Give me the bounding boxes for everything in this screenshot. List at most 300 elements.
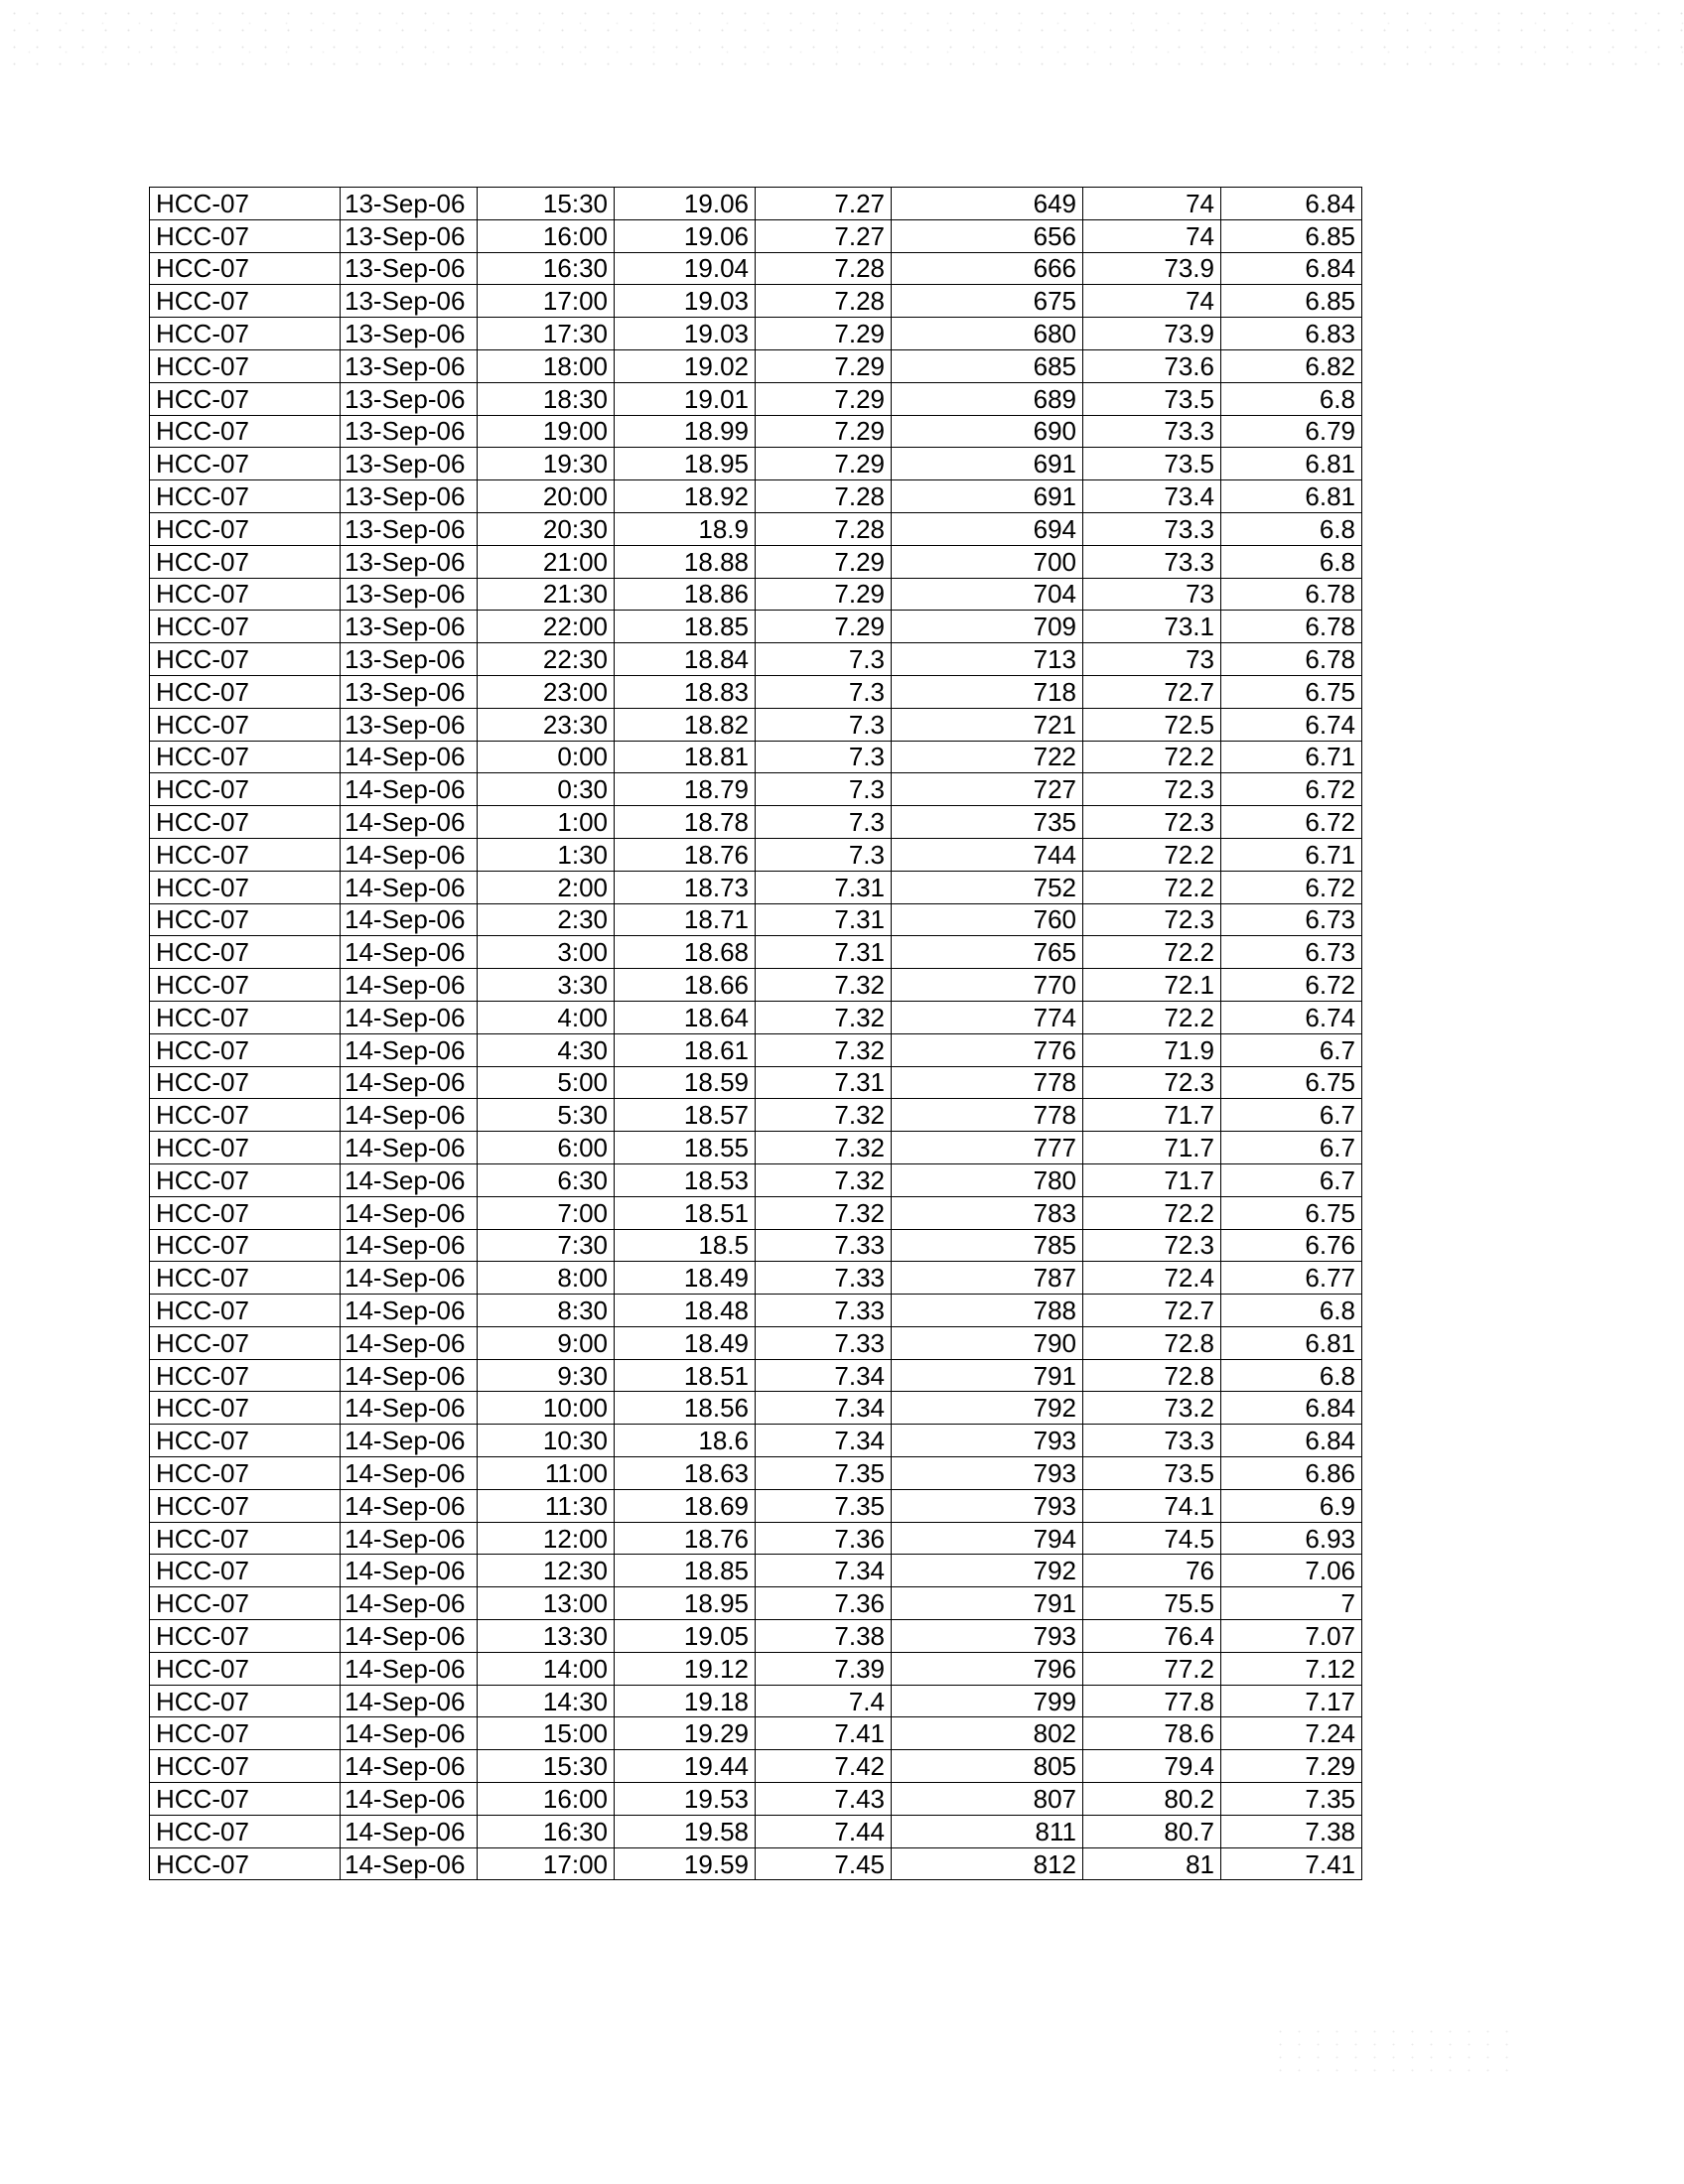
conductivity-cell: 727: [892, 773, 1083, 806]
table-row: [150, 643, 1362, 676]
time-cell: 20:30: [478, 512, 615, 545]
temperature-cell: 18.86: [615, 578, 756, 611]
percent-cell: 72.1: [1083, 969, 1221, 1002]
site-cell: HCC-07: [150, 512, 341, 545]
date-cell: 14-Sep-06: [341, 1489, 478, 1522]
time-cell: 22:00: [478, 611, 615, 643]
date-cell: 14-Sep-06: [341, 1522, 478, 1555]
date-cell: 13-Sep-06: [341, 252, 478, 285]
conductivity-cell: 783: [892, 1196, 1083, 1229]
site-cell: HCC-07: [150, 1196, 341, 1229]
conductivity-cell: 805: [892, 1750, 1083, 1783]
time-cell: 4:30: [478, 1033, 615, 1066]
dissolved-oxygen-cell: 6.76: [1221, 1229, 1362, 1262]
dissolved-oxygen-cell: 6.9: [1221, 1489, 1362, 1522]
temperature-cell: 18.79: [615, 773, 756, 806]
date-cell: 14-Sep-06: [341, 1033, 478, 1066]
dissolved-oxygen-cell: 6.84: [1221, 1392, 1362, 1425]
dissolved-oxygen-cell: 7.29: [1221, 1750, 1362, 1783]
temperature-cell: 19.04: [615, 252, 756, 285]
table-row: [150, 1620, 1362, 1653]
dissolved-oxygen-cell: 7.06: [1221, 1555, 1362, 1587]
conductivity-cell: 794: [892, 1522, 1083, 1555]
table-row: [150, 806, 1362, 839]
time-cell: 10:00: [478, 1392, 615, 1425]
date-cell: 14-Sep-06: [341, 969, 478, 1002]
table-row: [150, 480, 1362, 513]
site-cell: HCC-07: [150, 741, 341, 773]
conductivity-cell: 793: [892, 1620, 1083, 1653]
temperature-cell: 18.99: [615, 415, 756, 448]
time-cell: 2:30: [478, 903, 615, 936]
percent-cell: 72.2: [1083, 936, 1221, 969]
temperature-cell: 18.83: [615, 675, 756, 708]
dissolved-oxygen-cell: 6.72: [1221, 806, 1362, 839]
date-cell: 13-Sep-06: [341, 349, 478, 382]
ph-cell: 7.36: [756, 1522, 892, 1555]
temperature-cell: 18.64: [615, 1001, 756, 1033]
conductivity-cell: 793: [892, 1489, 1083, 1522]
time-cell: 19:00: [478, 415, 615, 448]
site-cell: HCC-07: [150, 1620, 341, 1653]
dissolved-oxygen-cell: 6.85: [1221, 285, 1362, 318]
conductivity-cell: 689: [892, 382, 1083, 415]
date-cell: 13-Sep-06: [341, 611, 478, 643]
ph-cell: 7.35: [756, 1457, 892, 1490]
time-cell: 15:30: [478, 1750, 615, 1783]
percent-cell: 73.3: [1083, 1425, 1221, 1457]
time-cell: 16:30: [478, 1815, 615, 1847]
site-cell: HCC-07: [150, 1685, 341, 1717]
conductivity-cell: 765: [892, 936, 1083, 969]
site-cell: HCC-07: [150, 448, 341, 480]
dissolved-oxygen-cell: 6.77: [1221, 1262, 1362, 1295]
time-cell: 7:30: [478, 1229, 615, 1262]
date-cell: 14-Sep-06: [341, 1196, 478, 1229]
table-row: [150, 448, 1362, 480]
percent-cell: 73.5: [1083, 448, 1221, 480]
temperature-cell: 19.01: [615, 382, 756, 415]
table-row: [150, 1295, 1362, 1327]
ph-cell: 7.39: [756, 1652, 892, 1685]
date-cell: 13-Sep-06: [341, 285, 478, 318]
date-cell: 14-Sep-06: [341, 838, 478, 871]
site-cell: HCC-07: [150, 1132, 341, 1164]
date-cell: 14-Sep-06: [341, 1392, 478, 1425]
date-cell: 14-Sep-06: [341, 1066, 478, 1099]
table-row: [150, 936, 1362, 969]
date-cell: 13-Sep-06: [341, 219, 478, 252]
table-row: [150, 1033, 1362, 1066]
time-cell: 3:00: [478, 936, 615, 969]
table-row: [150, 1163, 1362, 1196]
site-cell: HCC-07: [150, 1652, 341, 1685]
temperature-cell: 18.88: [615, 545, 756, 578]
ph-cell: 7.29: [756, 448, 892, 480]
site-cell: HCC-07: [150, 1295, 341, 1327]
site-cell: HCC-07: [150, 349, 341, 382]
time-cell: 21:30: [478, 578, 615, 611]
dissolved-oxygen-cell: 7.12: [1221, 1652, 1362, 1685]
dissolved-oxygen-cell: 6.85: [1221, 219, 1362, 252]
table-row: [150, 1326, 1362, 1359]
date-cell: 14-Sep-06: [341, 1620, 478, 1653]
percent-cell: 74: [1083, 219, 1221, 252]
percent-cell: 74.5: [1083, 1522, 1221, 1555]
date-cell: 14-Sep-06: [341, 741, 478, 773]
temperature-cell: 18.76: [615, 838, 756, 871]
date-cell: 14-Sep-06: [341, 903, 478, 936]
temperature-cell: 18.6: [615, 1425, 756, 1457]
site-cell: HCC-07: [150, 1457, 341, 1490]
date-cell: 13-Sep-06: [341, 415, 478, 448]
site-cell: HCC-07: [150, 903, 341, 936]
dissolved-oxygen-cell: 6.78: [1221, 578, 1362, 611]
ph-cell: 7.31: [756, 903, 892, 936]
temperature-cell: 19.12: [615, 1652, 756, 1685]
dissolved-oxygen-cell: 6.7: [1221, 1163, 1362, 1196]
ph-cell: 7.33: [756, 1229, 892, 1262]
percent-cell: 79.4: [1083, 1750, 1221, 1783]
ph-cell: 7.4: [756, 1685, 892, 1717]
temperature-cell: 18.57: [615, 1099, 756, 1132]
site-cell: HCC-07: [150, 1262, 341, 1295]
ph-cell: 7.45: [756, 1847, 892, 1880]
conductivity-cell: 807: [892, 1783, 1083, 1816]
percent-cell: 72.8: [1083, 1326, 1221, 1359]
table-row: [150, 741, 1362, 773]
dissolved-oxygen-cell: 6.81: [1221, 448, 1362, 480]
table-row: [150, 1262, 1362, 1295]
ph-cell: 7.28: [756, 512, 892, 545]
temperature-cell: 18.95: [615, 1587, 756, 1620]
temperature-cell: 19.06: [615, 188, 756, 220]
percent-cell: 73.5: [1083, 382, 1221, 415]
dissolved-oxygen-cell: 6.81: [1221, 1326, 1362, 1359]
time-cell: 22:30: [478, 643, 615, 676]
site-cell: HCC-07: [150, 1229, 341, 1262]
temperature-cell: 18.71: [615, 903, 756, 936]
site-cell: HCC-07: [150, 936, 341, 969]
dissolved-oxygen-cell: 7.41: [1221, 1847, 1362, 1880]
site-cell: HCC-07: [150, 480, 341, 513]
percent-cell: 73.4: [1083, 480, 1221, 513]
dissolved-oxygen-cell: 6.75: [1221, 1066, 1362, 1099]
site-cell: HCC-07: [150, 708, 341, 741]
date-cell: 14-Sep-06: [341, 1132, 478, 1164]
percent-cell: 76.4: [1083, 1620, 1221, 1653]
site-cell: HCC-07: [150, 1392, 341, 1425]
percent-cell: 72.3: [1083, 773, 1221, 806]
ph-cell: 7.32: [756, 1001, 892, 1033]
temperature-cell: 18.61: [615, 1033, 756, 1066]
dissolved-oxygen-cell: 6.7: [1221, 1099, 1362, 1132]
date-cell: 13-Sep-06: [341, 448, 478, 480]
conductivity-cell: 788: [892, 1295, 1083, 1327]
time-cell: 9:30: [478, 1359, 615, 1392]
site-cell: HCC-07: [150, 611, 341, 643]
ph-cell: 7.32: [756, 1196, 892, 1229]
date-cell: 14-Sep-06: [341, 1262, 478, 1295]
temperature-cell: 18.56: [615, 1392, 756, 1425]
data-table: [149, 187, 1362, 1880]
table-row: [150, 545, 1362, 578]
percent-cell: 80.7: [1083, 1815, 1221, 1847]
site-cell: HCC-07: [150, 545, 341, 578]
site-cell: HCC-07: [150, 252, 341, 285]
table-row: [150, 219, 1362, 252]
site-cell: HCC-07: [150, 675, 341, 708]
conductivity-cell: 791: [892, 1359, 1083, 1392]
percent-cell: 81: [1083, 1847, 1221, 1880]
percent-cell: 77.8: [1083, 1685, 1221, 1717]
temperature-cell: 19.03: [615, 285, 756, 318]
temperature-cell: 18.73: [615, 871, 756, 903]
ph-cell: 7.29: [756, 318, 892, 350]
percent-cell: 72.3: [1083, 806, 1221, 839]
date-cell: 14-Sep-06: [341, 1750, 478, 1783]
time-cell: 12:30: [478, 1555, 615, 1587]
conductivity-cell: 791: [892, 1587, 1083, 1620]
ph-cell: 7.32: [756, 1132, 892, 1164]
conductivity-cell: 774: [892, 1001, 1083, 1033]
percent-cell: 72.2: [1083, 1001, 1221, 1033]
time-cell: 15:00: [478, 1717, 615, 1750]
temperature-cell: 18.9: [615, 512, 756, 545]
conductivity-cell: 752: [892, 871, 1083, 903]
percent-cell: 75.5: [1083, 1587, 1221, 1620]
ph-cell: 7.34: [756, 1359, 892, 1392]
ph-cell: 7.35: [756, 1489, 892, 1522]
dissolved-oxygen-cell: 6.7: [1221, 1033, 1362, 1066]
percent-cell: 73: [1083, 643, 1221, 676]
table-row: [150, 349, 1362, 382]
site-cell: HCC-07: [150, 1717, 341, 1750]
site-cell: HCC-07: [150, 415, 341, 448]
table-row: [150, 708, 1362, 741]
ph-cell: 7.31: [756, 936, 892, 969]
dissolved-oxygen-cell: 6.79: [1221, 415, 1362, 448]
date-cell: 14-Sep-06: [341, 1847, 478, 1880]
date-cell: 14-Sep-06: [341, 1457, 478, 1490]
time-cell: 17:00: [478, 285, 615, 318]
time-cell: 15:30: [478, 188, 615, 220]
ph-cell: 7.41: [756, 1717, 892, 1750]
time-cell: 18:00: [478, 349, 615, 382]
date-cell: 14-Sep-06: [341, 1359, 478, 1392]
site-cell: HCC-07: [150, 219, 341, 252]
date-cell: 14-Sep-06: [341, 1099, 478, 1132]
percent-cell: 71.9: [1083, 1033, 1221, 1066]
ph-cell: 7.34: [756, 1392, 892, 1425]
time-cell: 10:30: [478, 1425, 615, 1457]
conductivity-cell: 770: [892, 969, 1083, 1002]
temperature-cell: 18.92: [615, 480, 756, 513]
time-cell: 1:30: [478, 838, 615, 871]
table-row: [150, 1717, 1362, 1750]
conductivity-cell: 799: [892, 1685, 1083, 1717]
conductivity-cell: 796: [892, 1652, 1083, 1685]
ph-cell: 7.27: [756, 219, 892, 252]
time-cell: 6:00: [478, 1132, 615, 1164]
table-row: [150, 1555, 1362, 1587]
percent-cell: 77.2: [1083, 1652, 1221, 1685]
dissolved-oxygen-cell: 6.8: [1221, 545, 1362, 578]
date-cell: 14-Sep-06: [341, 1685, 478, 1717]
date-cell: 13-Sep-06: [341, 188, 478, 220]
ph-cell: 7.3: [756, 806, 892, 839]
date-cell: 13-Sep-06: [341, 708, 478, 741]
site-cell: HCC-07: [150, 1847, 341, 1880]
table-row: [150, 611, 1362, 643]
conductivity-cell: 778: [892, 1099, 1083, 1132]
percent-cell: 76: [1083, 1555, 1221, 1587]
time-cell: 4:00: [478, 1001, 615, 1033]
time-cell: 19:30: [478, 448, 615, 480]
date-cell: 14-Sep-06: [341, 871, 478, 903]
temperature-cell: 18.85: [615, 1555, 756, 1587]
dissolved-oxygen-cell: 6.73: [1221, 903, 1362, 936]
percent-cell: 73.2: [1083, 1392, 1221, 1425]
percent-cell: 74: [1083, 188, 1221, 220]
time-cell: 2:00: [478, 871, 615, 903]
table-row: [150, 1522, 1362, 1555]
percent-cell: 73.3: [1083, 545, 1221, 578]
conductivity-cell: 790: [892, 1326, 1083, 1359]
percent-cell: 71.7: [1083, 1163, 1221, 1196]
temperature-cell: 19.29: [615, 1717, 756, 1750]
date-cell: 13-Sep-06: [341, 318, 478, 350]
date-cell: 14-Sep-06: [341, 1652, 478, 1685]
dissolved-oxygen-cell: 6.81: [1221, 480, 1362, 513]
time-cell: 13:30: [478, 1620, 615, 1653]
table-row: [150, 1815, 1362, 1847]
percent-cell: 73: [1083, 578, 1221, 611]
table-row: [150, 285, 1362, 318]
table-row: [150, 871, 1362, 903]
temperature-cell: 19.03: [615, 318, 756, 350]
percent-cell: 72.5: [1083, 708, 1221, 741]
time-cell: 16:00: [478, 1783, 615, 1816]
percent-cell: 72.2: [1083, 741, 1221, 773]
table-row: [150, 512, 1362, 545]
date-cell: 13-Sep-06: [341, 545, 478, 578]
ph-cell: 7.42: [756, 1750, 892, 1783]
conductivity-cell: 792: [892, 1555, 1083, 1587]
site-cell: HCC-07: [150, 1033, 341, 1066]
date-cell: 14-Sep-06: [341, 773, 478, 806]
time-cell: 11:00: [478, 1457, 615, 1490]
date-cell: 14-Sep-06: [341, 1587, 478, 1620]
dissolved-oxygen-cell: 6.84: [1221, 1425, 1362, 1457]
time-cell: 20:00: [478, 480, 615, 513]
conductivity-cell: 722: [892, 741, 1083, 773]
time-cell: 0:30: [478, 773, 615, 806]
site-cell: HCC-07: [150, 1522, 341, 1555]
table-row: [150, 1685, 1362, 1717]
time-cell: 21:00: [478, 545, 615, 578]
dissolved-oxygen-cell: 6.8: [1221, 512, 1362, 545]
conductivity-cell: 721: [892, 708, 1083, 741]
temperature-cell: 18.51: [615, 1359, 756, 1392]
dissolved-oxygen-cell: 6.71: [1221, 838, 1362, 871]
date-cell: 13-Sep-06: [341, 382, 478, 415]
temperature-cell: 19.18: [615, 1685, 756, 1717]
table-row: [150, 382, 1362, 415]
ph-cell: 7.29: [756, 349, 892, 382]
ph-cell: 7.3: [756, 838, 892, 871]
temperature-cell: 18.78: [615, 806, 756, 839]
temperature-cell: 18.51: [615, 1196, 756, 1229]
temperature-cell: 18.66: [615, 969, 756, 1002]
date-cell: 13-Sep-06: [341, 578, 478, 611]
site-cell: HCC-07: [150, 578, 341, 611]
percent-cell: 74: [1083, 285, 1221, 318]
site-cell: HCC-07: [150, 1066, 341, 1099]
percent-cell: 72.2: [1083, 1196, 1221, 1229]
site-cell: HCC-07: [150, 1326, 341, 1359]
temperature-cell: 18.53: [615, 1163, 756, 1196]
table-row: [150, 252, 1362, 285]
percent-cell: 73.9: [1083, 318, 1221, 350]
conductivity-cell: 793: [892, 1425, 1083, 1457]
time-cell: 5:00: [478, 1066, 615, 1099]
table-row: [150, 578, 1362, 611]
conductivity-cell: 675: [892, 285, 1083, 318]
conductivity-cell: 680: [892, 318, 1083, 350]
dissolved-oxygen-cell: 6.84: [1221, 188, 1362, 220]
ph-cell: 7.3: [756, 741, 892, 773]
ph-cell: 7.28: [756, 252, 892, 285]
table-row: [150, 1359, 1362, 1392]
table-row: [150, 1587, 1362, 1620]
site-cell: HCC-07: [150, 1163, 341, 1196]
ph-cell: 7.34: [756, 1555, 892, 1587]
dissolved-oxygen-cell: 6.75: [1221, 675, 1362, 708]
conductivity-cell: 691: [892, 480, 1083, 513]
site-cell: HCC-07: [150, 969, 341, 1002]
temperature-cell: 19.58: [615, 1815, 756, 1847]
ph-cell: 7.31: [756, 871, 892, 903]
site-cell: HCC-07: [150, 1783, 341, 1816]
temperature-cell: 18.48: [615, 1295, 756, 1327]
conductivity-cell: 713: [892, 643, 1083, 676]
percent-cell: 73.5: [1083, 1457, 1221, 1490]
percent-cell: 72.2: [1083, 838, 1221, 871]
site-cell: HCC-07: [150, 1359, 341, 1392]
date-cell: 13-Sep-06: [341, 675, 478, 708]
temperature-cell: 19.02: [615, 349, 756, 382]
ph-cell: 7.36: [756, 1587, 892, 1620]
dissolved-oxygen-cell: 6.72: [1221, 871, 1362, 903]
dissolved-oxygen-cell: 6.8: [1221, 1295, 1362, 1327]
table-row: [150, 1099, 1362, 1132]
ph-cell: 7.32: [756, 969, 892, 1002]
table-row: [150, 1229, 1362, 1262]
dissolved-oxygen-cell: 6.8: [1221, 1359, 1362, 1392]
dissolved-oxygen-cell: 7.24: [1221, 1717, 1362, 1750]
percent-cell: 73.9: [1083, 252, 1221, 285]
ph-cell: 7.32: [756, 1099, 892, 1132]
time-cell: 6:30: [478, 1163, 615, 1196]
conductivity-cell: 744: [892, 838, 1083, 871]
ph-cell: 7.33: [756, 1262, 892, 1295]
ph-cell: 7.27: [756, 188, 892, 220]
ph-cell: 7.33: [756, 1295, 892, 1327]
date-cell: 14-Sep-06: [341, 1555, 478, 1587]
conductivity-cell: 666: [892, 252, 1083, 285]
site-cell: HCC-07: [150, 1587, 341, 1620]
